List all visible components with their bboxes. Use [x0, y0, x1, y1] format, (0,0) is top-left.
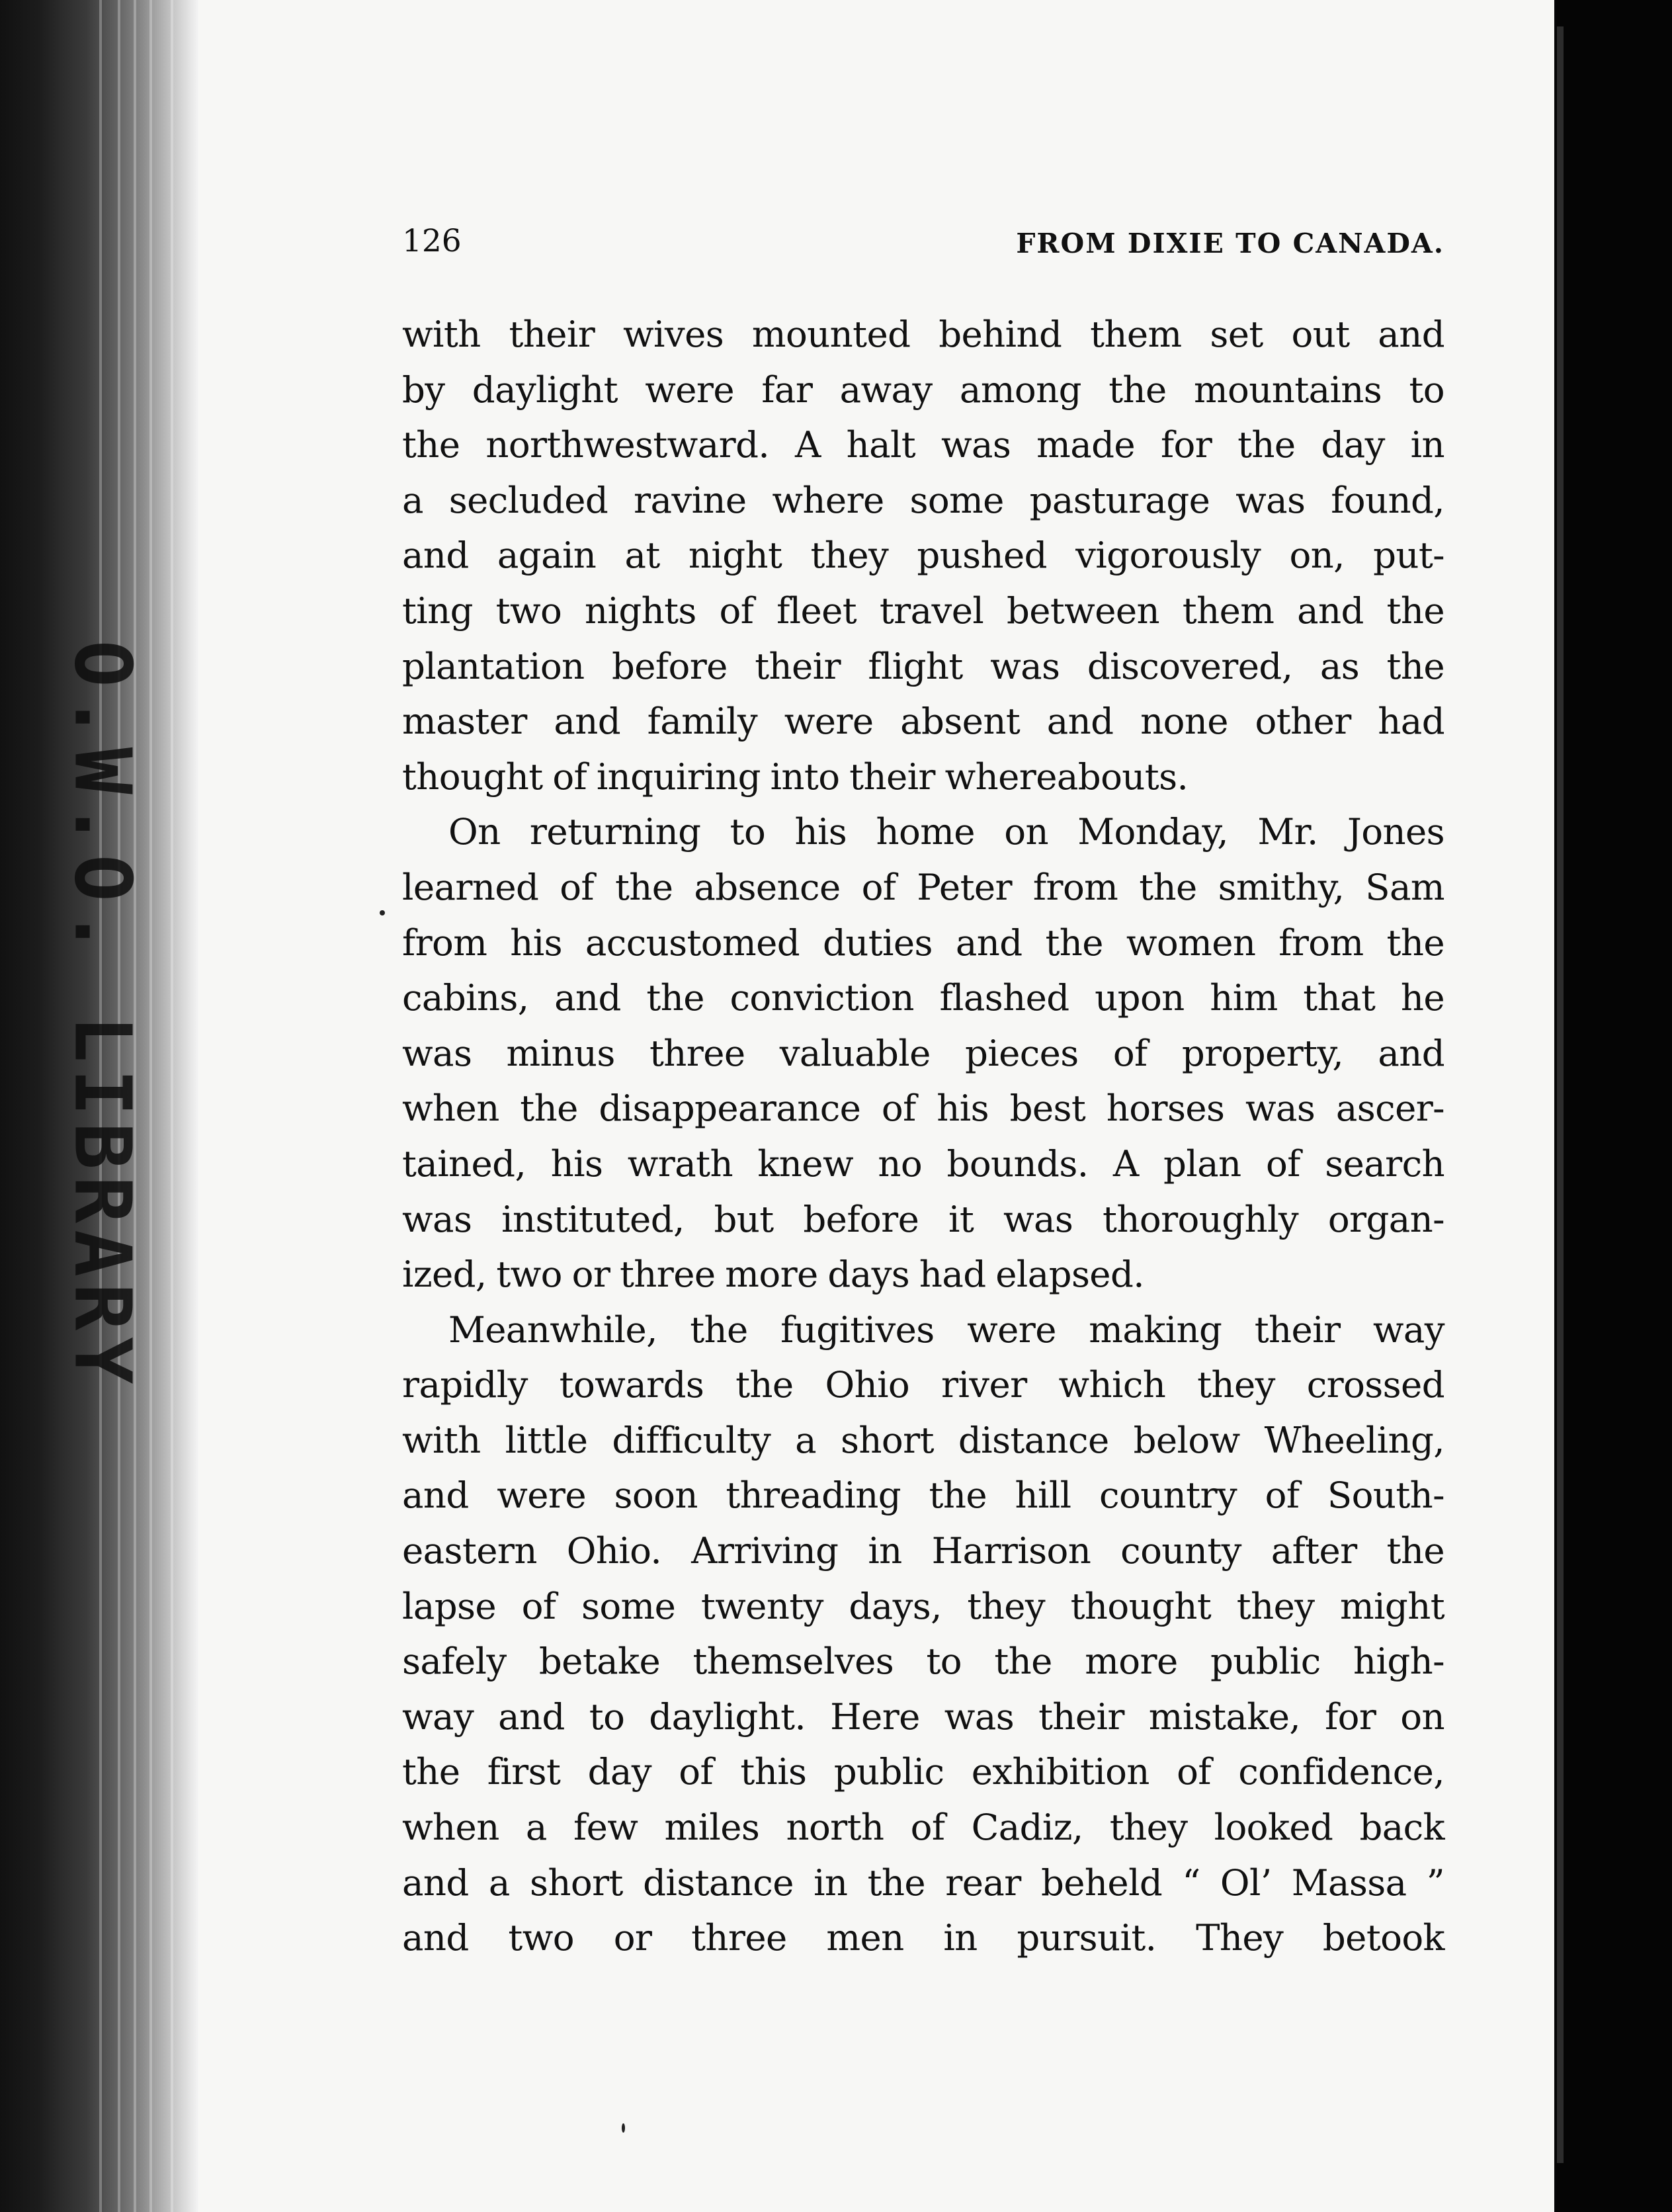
text-line: cabins, and the conviction flashed upon him that he [402, 976, 1444, 1019]
page-stack-line [149, 0, 152, 2212]
body-text [402, 307, 1444, 1966]
text-line: eastern Ohio. Arriving in Harrison county after the [402, 1529, 1444, 1572]
text-line: way and to daylight. Here was their mistake, for on [402, 1695, 1444, 1738]
scan-speck [380, 910, 385, 915]
text-line: rapidly towards the Ohio river which they crossed [402, 1363, 1444, 1406]
text-line: plantation before their flight was discovered, as the [402, 644, 1444, 687]
text-line: when the disappearance of his best horses was ascer- [402, 1087, 1444, 1130]
text-line: from his accustomed duties and the women from the [402, 921, 1444, 964]
page-number: 126 [402, 223, 462, 259]
text-line: safely betake themselves to the more public high- [402, 1640, 1444, 1683]
text-line: tained, his wrath knew no bounds. A plan of search [402, 1142, 1444, 1185]
paragraph [402, 1302, 1444, 1966]
text-line: thought of inquiring into their whereabouts. [402, 755, 1189, 798]
text-line: and were soon threading the hill country of South- [402, 1474, 1444, 1517]
text-line: and a short distance in the rear beheld “ Ol’ Massa ” [402, 1861, 1444, 1904]
text-line: and two or three men in pursuit. They betook [402, 1916, 1444, 1959]
library-stamp: O.W.O. LIBRARY [57, 640, 149, 1391]
text-line: Meanwhile, the fugitives were making their way [448, 1308, 1444, 1351]
text-line: was minus three valuable pieces of property, and [402, 1031, 1444, 1074]
text-line: when a few miles north of Cadiz, they looked back [402, 1806, 1444, 1849]
text-line: the first day of this public exhibition of confidence, [402, 1750, 1444, 1793]
text-line: On returning to his home on Monday, Mr. Jones [448, 810, 1444, 853]
scan-speck [622, 2123, 625, 2133]
text-line: lapse of some twenty days, they thought they might [402, 1584, 1444, 1627]
running-head [402, 222, 1444, 268]
running-title: FROM DIXIE TO CANADA. [1016, 228, 1444, 259]
right-scan-border [1554, 0, 1672, 2212]
text-line: was instituted, but before it was thoroughly organ- [402, 1197, 1444, 1240]
text-line: with their wives mounted behind them set out and [402, 313, 1444, 355]
text-line: master and family were absent and none other had [402, 700, 1444, 743]
text-line: learned of the absence of Peter from the smithy, Sam [402, 865, 1444, 908]
text-line: by daylight were far away among the mountains to [402, 368, 1444, 411]
text-line: with little difficulty a short distance below Wheeling, [402, 1418, 1444, 1461]
text-line: ting two nights of fleet travel between them and the [402, 589, 1444, 632]
page-stack-line [171, 0, 173, 2212]
text-line: and again at night they pushed vigorously on, put- [402, 534, 1444, 577]
text-line: the northwestward. A halt was made for the day in [402, 423, 1444, 466]
right-page-edge [1557, 26, 1564, 2163]
text-line: ized, two or three more days had elapsed. [402, 1253, 1144, 1296]
paragraph [402, 804, 1444, 1302]
paragraph [402, 307, 1444, 804]
text-line: a secluded ravine where some pasturage was found, [402, 478, 1444, 521]
